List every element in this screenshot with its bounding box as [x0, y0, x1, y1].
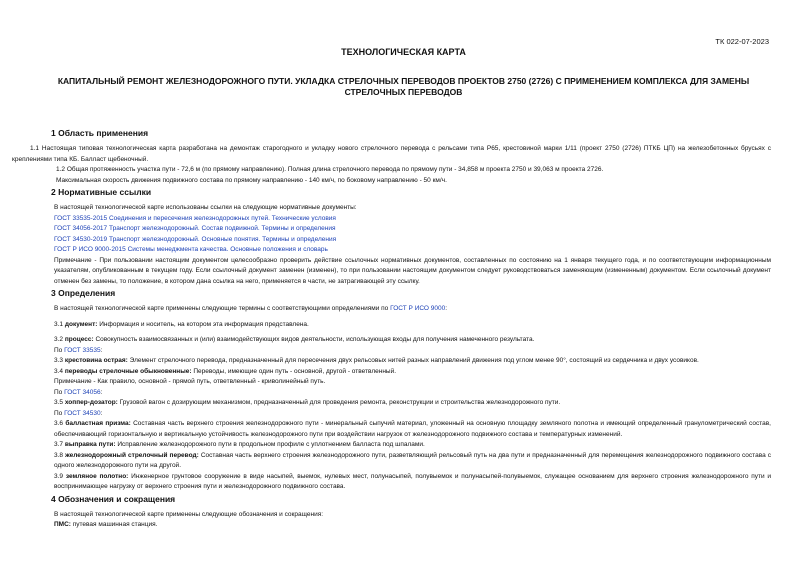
ref-link-gost-33535[interactable]: ГОСТ 33535-2015 Соединения и пересечения железнодорожных путей. Технические условия [54, 214, 336, 222]
refs-intro: В настоящей технологической карте использованы ссылки на следующие нормативные документы: [54, 204, 357, 211]
definitions-intro: В настоящей технологической карте применены следующие термины с соответствующими определениями по ГОСТ Р ИСО 9000: [54, 305, 448, 312]
definition-3-6: 3.6 балластная призма: Составная часть верхнего строения железнодорожного пути - минеральный сыпучий материал, уложенный на основную площадку земляного полотна и имеющий определенный гранулометрический состав, обеспечивающий горизонтальную и вертикальную устойчивость железнодорожного пути при воздействии нагрузок от железнодорожного подвижного состава и температурных изменений. [54, 420, 771, 438]
document-code: ТК 022-07-2023 [715, 37, 769, 46]
definition-3-7: 3.7 выправка пути: Исправление железнодорожного пути в продольном профиле с уплотнением балласта под шпалами. [54, 441, 425, 448]
ref-link-gost-r-iso-9000[interactable]: ГОСТ Р ИСО 9000-2015 Системы менеджмента качества. Основные положения и словарь [54, 246, 328, 253]
section-4-heading: 4 Обозначения и сокращения [51, 493, 176, 504]
abbreviations-intro: В настоящей технологической карте применены следующие обозначения и сокращения: [54, 510, 324, 518]
definition-3-1: 3.1 документ: Информация и носитель, на котором эта информация представлена. [54, 320, 309, 328]
ref-link-gost-34056[interactable]: ГОСТ 34056-2017 Транспорт железнодорожный. Состав подвижной. Термины и определения [54, 225, 336, 232]
section-2-heading: 2 Нормативные ссылки [51, 187, 152, 197]
link-gost-34056[interactable]: ГОСТ 34056 [64, 388, 101, 396]
definition-3-9: 3.9 земляное полотно: Инженерное грунтовое сооружение в виде насыпей, выемок, нулевых мест, полунасыпей, полувыемок и полунасыпей-полувыемок, служащее основанием для верхнего строения железнодорожного пути и воспринимающее нагрузку от верхнего строения пути и железнодорожного подвижного состава. [54, 472, 771, 490]
section-3-heading: 3 Определения [51, 288, 116, 298]
paragraph-max-speed: Максимальная скорость движения подвижного состава по прямому направлению - 140 км/ч, по боковому направлению - 50 км/ч. [56, 176, 447, 184]
paragraph-1-1: 1.1 Настоящая типовая технологическая карта разработана на демонтаж старогодного и укладку нового стрелочного перевода с рельсами типа Р65, крестовиной марки 1/11 (проект 2750 (2726) ПТКБ ЦП) на железобетонных брусьях с креплениями типа КБ. Балласт щебеночный. [12, 145, 771, 163]
definition-3-5: 3.5 хоппер-дозатор: Грузовой вагон с дозирующим механизмом, предназначенный для проведения ремонта, реконструкции и строительства железнодорожного пути. [54, 399, 561, 406]
definition-3-3: 3.3 крестовина острая: Элемент стрелочного перевода, предназначенный для пересечения двух рельсовых нитей разных направлений движения под углом менее 90°, состоящий из сердечника и двух усовиков. [54, 357, 699, 364]
document-body [12, 127, 771, 531]
source-gost-34530: По ГОСТ 34530: [54, 409, 103, 417]
source-gost-33535: По ГОСТ 33535: [54, 346, 103, 354]
paragraph-1-2: 1.2 Общая протяженность участка пути - 72,6 м (по прямому направлению). Полная длина стрелочного перевода по прямому пути - 34,858 м проекта 2750 и 39,063 м проекта 2726. [56, 166, 604, 173]
ref-link-gost-34530[interactable]: ГОСТ 34530-2019 Транспорт железнодорожный. Основные понятия. Термины и определения [54, 235, 337, 243]
link-gost-33535[interactable]: ГОСТ 33535 [64, 346, 101, 354]
definition-3-2: 3.2 процесс: Совокупность взаимосвязанных и (или) взаимодействующих видов деятельности, использующая входы для получения намеченного результата. [54, 336, 535, 343]
section-1-heading: 1 Область применения [51, 128, 149, 138]
link-gost-r-iso-9000[interactable]: ГОСТ Р ИСО 9000 [390, 305, 446, 312]
link-gost-34530[interactable]: ГОСТ 34530 [64, 409, 101, 417]
document-type-heading: ТЕХНОЛОГИЧЕСКАЯ КАРТА [341, 47, 466, 57]
definition-3-8: 3.8 железнодорожный стрелочный перевод: Составная часть верхнего строения железнодорожного пути, разветвляющий рельсовый путь на два пути и предназначенный для перемещения железнодорожного подвижного состава с одного железнодорожного пути на другой. [54, 451, 771, 469]
abbreviation-pms: ПМС: путевая машинная станция. [54, 521, 158, 528]
definition-3-4: 3.4 переводы стрелочные обыкновенные: Переводы, имеющие один путь - основной, другой - ответвленный. [54, 367, 397, 375]
source-gost-34056: По ГОСТ 34056: [54, 388, 103, 396]
refs-note: Примечание - При пользовании настоящим документом целесообразно проверить действие ссылочных нормативных документов, составленных по состоянию на 1 января текущего года, и по соответствующим информационным указателям, опубликованным в текущем году. Если ссылочный документ заменен (изменен), то при пользовании настоящим документом следует руководствоваться заменяющим (измененным) документом. Если ссылочный документ отменен без замены, то положение, в котором дана ссылка на него, применяется в части, не затрагивающей эту ссылку. [54, 256, 771, 285]
definition-3-4-note: Примечание - Как правило, основной - прямой путь, ответвленный - криволинейный путь. [54, 378, 326, 385]
document-title: КАПИТАЛЬНЫЙ РЕМОНТ ЖЕЛЕЗНОДОРОЖНОГО ПУТИ. УКЛАДКА СТРЕЛОЧНЫХ ПЕРЕВОДОВ ПРОЕКТОВ 2750 (2726) С ПРИМЕНЕНИЕМ КОМПЛЕКСА ДЛЯ ЗАМЕНЫ СТРЕЛОЧНЫХ ПЕРЕВОДОВ [57, 76, 750, 97]
